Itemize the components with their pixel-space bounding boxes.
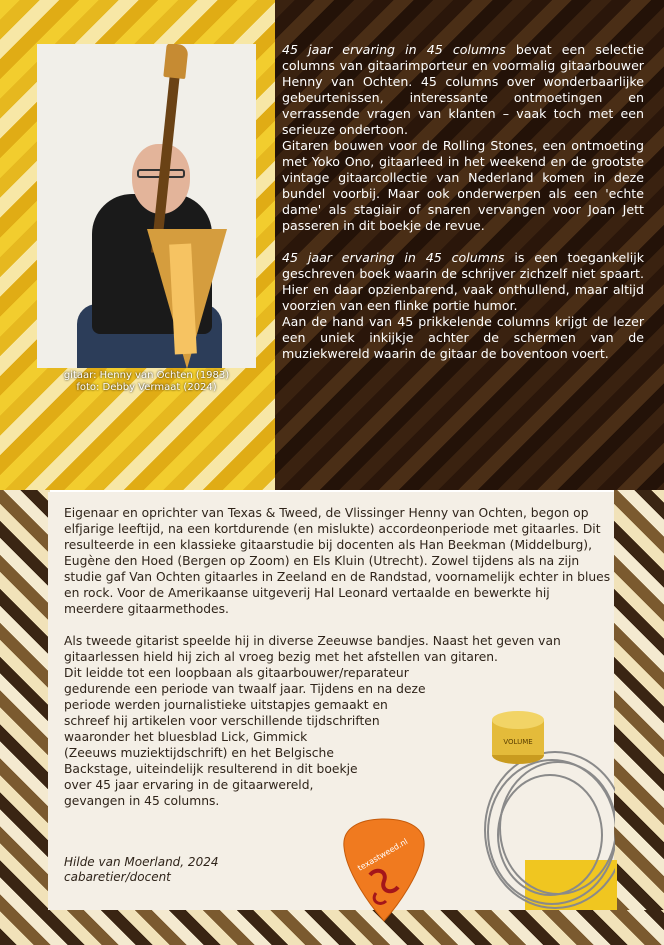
- photo-caption: [37, 370, 256, 394]
- bio-line: Backstage, uiteindelijk resulterend in dit boekje: [64, 762, 358, 776]
- intro-paragraph-2: Gitaren bouwen voor de Rolling Stones, een ontmoeting met Yoko Ono, gitaarleed in het weekend en de grootste vintage gitaarcollectie van Nederland komen in deze bundel voorbij. Maar ook onderwerpen als een 'echte dame' als stagiair of snaren vervangen voor Joan Jett passeren in dit boekje de revue.: [282, 138, 644, 233]
- intro-paragraph-1: 45 jaar ervaring in 45 columns bevat een selectie columns van gitaarimporteur en voormalig gitaarbouwer Henny van Ochten. 45 columns over wonderbaarlijke gebeurtenissen, interessante ontmoetingen en verrassende vragen van klanten – vaak toch met een serieuze ondertoon.: [282, 42, 644, 137]
- bio-paragraph-1: Eigenaar en oprichter van Texas & Tweed, de Vlissinger Henny van Ochten, begon op elfjarige leeftijd, na een kortdurende (en mislukte) accordeonperiode met gitaarles. Dit resulteerde in een klassieke gitaarstudie bij docenten als Han Beekman (Middelburg), Eugène den Hoed (Bergen op Zoom) en Els Kluin (Utrecht). Zowel tijdens als na zijn studie gaf Van Ochten gitaarles in Zeeland en de Randstad, voornamelijk echter in blues en rock. Voor de Amerikaanse uitgeverij Hal Leonard vertaalde en bewerkte hij meerdere gitaarmethodes.: [64, 506, 611, 616]
- guitar-pick-icon: [340, 815, 428, 925]
- bio-line: Als tweede gitarist speelde hij in diverse Zeeuwse bandjes. Naast het geven van: [64, 634, 561, 648]
- photo-caption-line2: foto: Debby Vermaat (2024): [76, 382, 217, 393]
- bio-line: gevangen in 45 columns.: [64, 794, 220, 808]
- bio-line: waaronder het bluesblad Lick, Gimmick: [64, 730, 308, 744]
- signature-role: cabaretier/docent: [64, 870, 171, 884]
- left-pattern-border: [0, 490, 50, 945]
- bio-line: gedurende een periode van twaalf jaar. Tijdens en na deze: [64, 682, 426, 696]
- guitar-headstock: [163, 44, 188, 79]
- volume-knob-icon: [492, 711, 544, 764]
- bio-line: gitaarlessen hield hij zich al vroeg bezig met het afstellen van gitaren.: [64, 650, 498, 664]
- right-pattern-border: [614, 490, 664, 945]
- string-coil: [488, 760, 615, 904]
- intro-paragraph-4: Aan de hand van 45 prikkelende columns krijgt de lezer een uniek inkijkje achter de schermen van de muziekwereld waarin de gitaar de boventoon voert.: [282, 314, 644, 361]
- signature-name: Hilde van Moerland, 2024: [64, 855, 219, 869]
- intro-paragraph-3: 45 jaar ervaring in 45 columns is een toegankelijk geschreven boek waarin de schrijver zichzelf niet spaart. Hier en daar opzienbarend, vaak onthullend, maar altijd voorzien van een flinke portie humor.: [282, 250, 645, 313]
- pick-brand-label: texastweed.nl: [356, 836, 410, 873]
- bio-line: periode werden journalistieke uitstapjes gemaakt en: [64, 698, 388, 712]
- bottom-pattern-border: [0, 910, 664, 945]
- author-photo: [37, 44, 256, 368]
- string-coil: [498, 775, 602, 895]
- photo-caption-line1: gitaar: Henny van Ochten (1983): [63, 370, 230, 381]
- bio-line: (Zeeuws muziektijdschrift) en het Belgische: [64, 746, 334, 760]
- intro-text: [282, 42, 644, 362]
- volume-knob-label: VOLUME: [503, 738, 533, 746]
- bio-line: schreef hij artikelen voor verschillende tijdschriften: [64, 714, 380, 728]
- bio-line: Dit leidde tot een loopbaan als gitaarbouwer/reparateur: [64, 666, 409, 680]
- signature: [64, 855, 218, 885]
- bio-line: over 45 jaar ervaring in de gitaarwereld,: [64, 778, 314, 792]
- guitar-strings-illustration: [460, 700, 615, 910]
